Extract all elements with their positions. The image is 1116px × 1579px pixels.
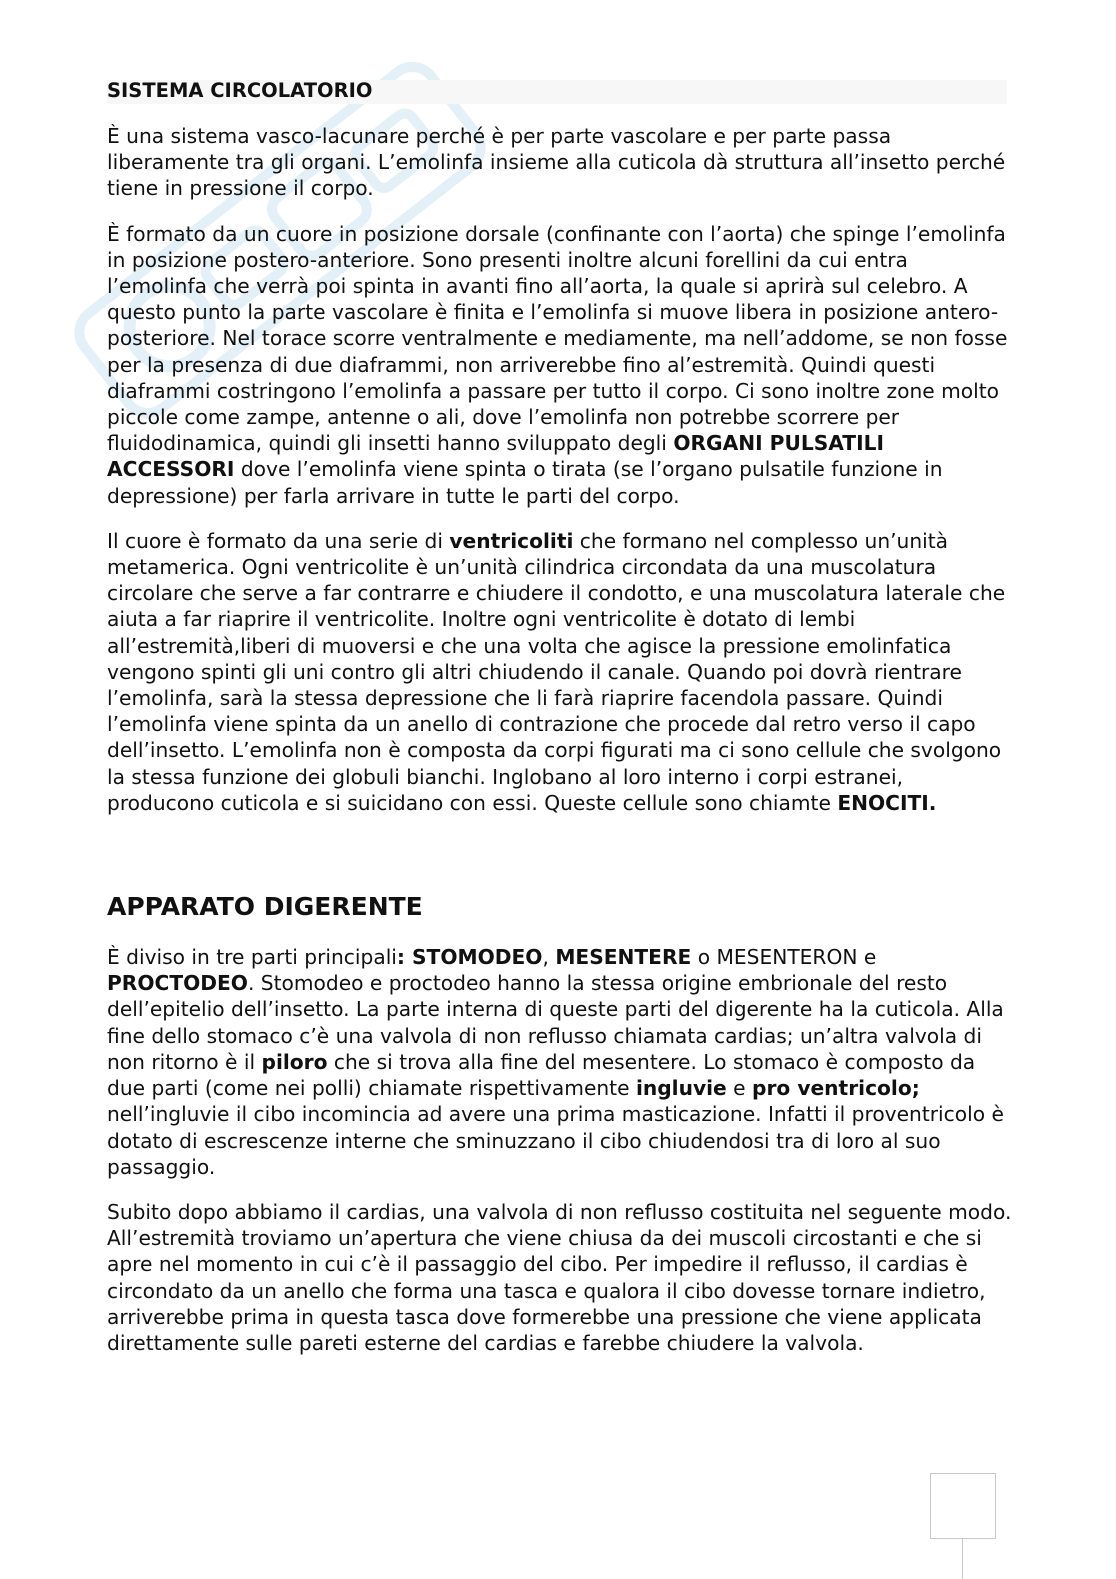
page-number-box	[930, 1473, 996, 1539]
bold-term-mesentere: MESENTERE	[555, 945, 692, 970]
document-body	[107, 78, 1012, 1375]
paragraph-2-text-a: È formato da un cuore in posizione dorsale (confinante con l’aorta) che spinge l’emolinfa in posizione postero-anteriore. Sono presenti inoltre alcuni forellini da cui entra l’emolinfa che verrà poi spinta in avanti fino all’aorta, la quale si aprirà sul celebro. A questo punto la parte vascolare è finita e l’emolinfa si muove libera in posizione antero-posteriore. Nel torace scorre ventralmente e mediamente, ma nell’addome, se non fosse per la presenza di due diaframmi, non arriverebbe fino al’estremità. Quindi questi diaframmi costringono l’emolinfa a passare per tutto il corpo. Ci sono inoltre zone molto piccole come zampe, antenne o ali, dove l’emolinfa non potrebbe scorrere per fluidodinamica, quindi gli insetti hanno sviluppato degli	[107, 221, 1008, 456]
paragraph-4-text-g: e	[726, 1076, 753, 1101]
paragraph-4-text-f: che si trova alla fine del mesentere. Lo stomaco è composto da due parti (come nei polli) chiamate rispettivamente	[107, 1049, 976, 1101]
bold-term-ingluvie: ingluvie	[635, 1076, 727, 1101]
bold-term-ventricoliti: ventricoliti	[449, 528, 574, 553]
paragraph-4-text-a: È diviso in tre parti principali	[107, 945, 397, 970]
section-title-digestive: APPARATO DIGERENTE	[107, 892, 423, 922]
page-number-connector	[962, 1538, 963, 1579]
paragraph-1: È una sistema vasco-lacunare perché è per parte vascolare e per parte passa liberamente tra gli organi. L’emolinfa insieme alla cuticola dà struttura all’insetto perché tiene in pressione il corpo.	[107, 124, 1006, 201]
section-spacer	[107, 835, 1012, 891]
paragraph-4-text-e: . Stomodeo e proctodeo hanno la stessa origine embrionale del resto dell’epitelio dell’insetto. La parte interna di queste parti del digerente ha la cuticola. Alla fine dello stomaco c’è una valvola di non reflusso chiamata cardias; un’altra valvola di non ritorno è il	[107, 971, 1004, 1074]
bold-term-organi-pulsatili: ORGANI PULSATILI ACCESSORI	[107, 431, 884, 482]
bold-term-proctodeo: PROCTODEO	[107, 971, 248, 996]
paragraph-5: Subito dopo abbiamo il cardias, una valvola di non reflusso costituita nel seguente modo. All’estremità troviamo un’apertura che viene chiusa da dei muscoli circostanti e che si apre nel momento in cui c’è il passaggio del cibo. Per impedire il reflusso, il cardias è circondato da un anello che forma una tasca e qualora il cibo dovesse tornare indietro, arriverebbe prima in questa tasca dove formerebbe una pressione che viene applicata direttamente sulle pareti esterne del cardias e farebbe chiudere la valvola.	[107, 1199, 1012, 1355]
bold-term-piloro: piloro	[261, 1049, 328, 1074]
bold-term-enociti: ENOCITI.	[837, 790, 937, 815]
paragraph-4-text-c: ,	[542, 945, 556, 970]
paragraph-3-text-a: Il cuore è formato da una serie di	[107, 528, 450, 553]
bold-term-stomodeo: : STOMODEO	[396, 945, 543, 970]
paragraph-4-text-h: nell’ingluvie il cibo incomincia ad avere una prima masticazione. Infatti il proventricolo è dotato di escrescenze interne che sminuzzano il cibo chiudendosi tra di loro al suo passaggio.	[107, 1102, 1004, 1179]
paragraph-3-text-c: che formano nel complesso un’unità metamerica. Ogni ventricolite è un’unità cilindrica circondata da una muscolatura circolare che serve a far contrarre e chiudere il condotto, e una muscolatura laterale che aiuta a far riaprire il ventricolite. Inoltre ogni ventricolite è dotato di lembi all’estremità,liberi di muoversi e che una volta che agisce la pressione emolinfatica vengono spinti gli uni contro gli altri chiudendo il canale. Quando poi dovrà rientrare l’emolinfa, sarà la stessa depressione che li farà riaprire facendola passare. Quindi l’emolinfa viene spinta da un anello di contrazione che procede dal retro verso il capo dell’insetto. L’emolinfa non è composta da corpi figurati ma ci sono cellule che svolgono la stessa funzione dei globuli bianchi. Inglobano al loro interno i corpi estranei, producono cuticola e si suicidano con essi. Queste cellule sono chiamte	[107, 528, 1006, 815]
paragraph-2-text-c: dove l’emolinfa viene spinta o tirata (se l’organo pulsatile funzione in depressione) per farla arrivare in tutte le parti del corpo.	[107, 457, 943, 508]
paragraph-4	[107, 944, 1012, 1180]
section-title-circulatory: SISTEMA CIRCOLATORIO	[107, 79, 373, 102]
paragraph-4-text-d: o MESENTERON e	[691, 945, 877, 970]
paragraph-3	[107, 528, 1012, 816]
bold-term-pro-ventricolo: pro ventricolo;	[752, 1076, 920, 1101]
paragraph-2	[107, 221, 1012, 509]
